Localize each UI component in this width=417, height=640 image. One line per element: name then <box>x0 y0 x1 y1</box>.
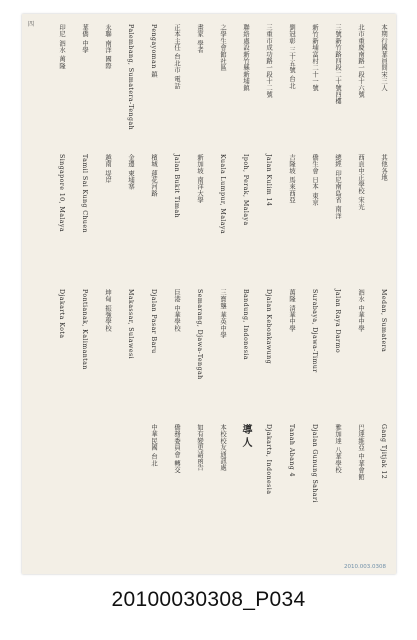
text-column: Medan, Sumatera <box>380 289 387 353</box>
text-column: Kuala Lumpur, Malaya <box>219 154 226 235</box>
text-column: Surabaya, Djawa-Timur <box>311 289 318 373</box>
text-column: Palembang, Sumatera-Tengah <box>127 24 134 131</box>
text-column: 越南 堤岸 <box>104 154 111 184</box>
text-column: 中華民國 台北 <box>150 424 157 467</box>
text-column: 新竹新埔富村二十一號 <box>311 24 318 91</box>
text-column: Djalan Kebonkawung <box>265 289 272 365</box>
text-column: 總經 印尼南島省 南洋 <box>334 154 341 220</box>
image-caption: 20100030308_P034 <box>111 588 306 611</box>
text-column: Jalan Bukit Timah <box>173 154 180 218</box>
text-column: Makassar, Sulawesi <box>127 289 134 360</box>
text-column: Djalan Pasar Baru <box>150 289 157 354</box>
text-column: 導人 <box>240 424 251 450</box>
text-column: 金邊 柬埔寨 <box>127 154 134 190</box>
text-column: Tanah Abang 4 <box>288 424 295 477</box>
text-column: 泗水 中華中學 <box>357 289 364 332</box>
text-column: Pengayoman 鎮 <box>150 24 157 78</box>
text-column: 正本主任 台北市 電話 <box>173 24 180 90</box>
text-column: 畫家 學者 <box>196 24 203 54</box>
text-column: Tamil Sai Kung Chuen <box>81 154 88 233</box>
text-column: 劉冠彰 三十五號 台北 <box>288 24 295 90</box>
text-column: 萬隆 清華中學 <box>288 289 295 332</box>
text-column: Bandung, Indonesia <box>242 289 249 360</box>
text-column: 僑務委員會 轉交 <box>173 424 180 474</box>
text-column: 北市重慶南路一段十六號 <box>357 24 364 98</box>
text-column: 之學生會館社區 <box>219 24 226 71</box>
document-page <box>22 14 396 574</box>
text-column: 僑生會 日本 東京 <box>311 154 318 206</box>
text-column: 聯絡處設新竹縣新埔鎮 <box>242 24 249 91</box>
text-column: 巨港 中華學校 <box>173 289 180 332</box>
text-column: Singapore 10, Malaya <box>58 154 65 233</box>
text-column: 三重市成功路一段十二號 <box>265 24 272 98</box>
text-column: Jalan Raya Darmo <box>334 289 341 354</box>
text-column: Pontianak, Kalimantan <box>81 289 88 370</box>
text-column: 三號新竹路四段二十號四樓 <box>334 24 341 105</box>
text-column: 檳城 蓮花河路 <box>150 154 157 197</box>
text-column: 新加坡 南洋大學 <box>196 154 203 204</box>
text-column: 華僑 中學 <box>81 24 88 54</box>
text-column: 本校校友通訊處 <box>219 424 226 471</box>
text-column: Djalan Gunung Sahari <box>311 424 318 503</box>
text-column: 永聯 南洋 國際 <box>104 24 111 70</box>
text-column: 如有變更請函告 <box>196 424 203 471</box>
text-column: 其他各地 <box>380 154 387 181</box>
text-column: Semarang, Djawa-Tengah <box>196 289 203 380</box>
archive-stamp: 2010.003.0308 <box>344 564 386 570</box>
text-column: Djakarta Kota <box>58 289 65 339</box>
text-column: 本期行國華員問宋三人 <box>380 24 387 91</box>
text-column: 巴達維亞 中華會館 <box>357 424 364 481</box>
text-column: Jalan Kulim 14 <box>265 154 272 207</box>
text-column: 吉隆坡 馬來西亞 <box>288 154 295 204</box>
text-column: 三寶壟 華英中學 <box>219 289 226 339</box>
text-column: 雅加達 八華學校 <box>334 424 341 474</box>
text-column: Gang Tjitjak 12 <box>380 424 387 480</box>
page-number: 四 <box>28 21 35 28</box>
text-column: 西貢中正學校 宋光 <box>357 154 364 211</box>
text-column: Djakarta, Indonesia <box>265 424 272 495</box>
text-column: Ipoh, Perak, Malaya <box>242 154 249 226</box>
text-column: 印尼 泗水 萬隆 <box>58 24 65 70</box>
text-column: 坤甸 振強學校 <box>104 289 111 332</box>
